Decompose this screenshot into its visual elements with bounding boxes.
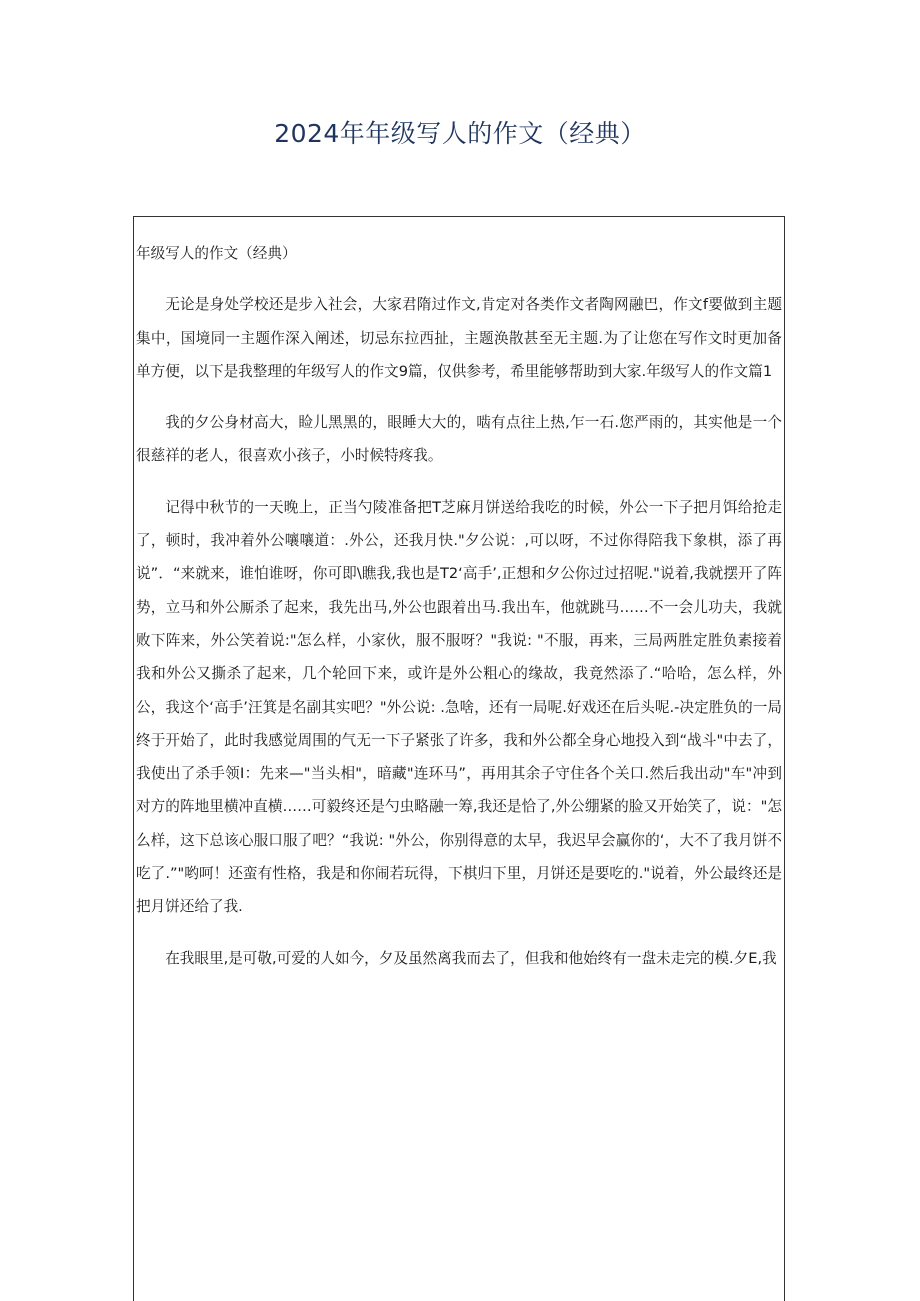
content-box — [133, 216, 785, 1301]
paragraph-chess-story: 记得中秋节的一天晚上，正当勺陵准备把T芝麻月饼送给我吃的时候，外公一下子把月饵给抢走了，顿时，我冲着外公嚷嚷道：.外公，还我月快."夕公说：,可以呀，不过你得陪我下象棋，添了再说”．“来就来，谁怕谁呀，你可即\瞧我,我也是T2‘高手’,正想和夕公你过过招呢."说着,我就摆开了阵势，立马和外公厮杀了起来，我先出马,外公也跟着出马.我出车，他就跳马……不一会儿功夫，我就败下阵来，外公笑着说:"怎么样，小家伙，服不服呀？"我说: "不服，再来，三局两胜定胜负素接着我和外公又撕杀了起来，几个轮回下来，或许是外公粗心的缘故，我竟然添了.“哈哈，怎么样，外公，我这个‘高手’汪箕是名副其实吧？"外公说: .急啥，还有一局呢.好戏还在后头呢.-决定胜负的一局终于开始了，此时我感觉周围的气无一下子紧张了许多，我和外公都全身心地投入到“战斗"中去了，我使出了杀手领I：先来—"当头相"，暗藏"连环马”，再用其余子守住各个关口.然后我出动"车"冲到对方的阵地里横冲直横……可毅终还是勺虫略融一筹,我还是恰了,外公绷紧的脸又开始笑了，说："怎么样，这下总该心服口服了吧？“我说: "外公，你别得意的太早，我迟早会赢你的‘，大不了我月饼不吃了.”"哟呵！还蛮有性格，我是和你闹若玩得，下棋归下里，月饼还是要吃的."说着，外公最终还是把月饼还给了我. — [136, 498, 782, 916]
paragraph-intro: 无论是身处学校还是步入社会，大家君隋过作文,肯定对各类作文者陶网融巴，作文f要做到主题集中，国境同一主题作深入阐述，切忌东拉西扯，主题涣散甚至无主题.为了让您在写作文时更加备单方便，以下是我整理的年级写人的作文9篇，仅供参考，希里能够帮助到大家.年级写人的作文篇1 — [136, 296, 782, 380]
paragraph-closing: 在我眼里,是可敬,可爱的人如今，夕及虽然离我而去了，但我和他始终有一盘未走完的模.夕E,我 — [165, 949, 777, 967]
paragraph-grandpa-description: 我的夕公身材高大，睑儿黑黑的，眼睡大大的，啮有点往上热,乍一石.您严雨的，其实他是一个很慈祥的老人，很喜欢小孩子，小时候特疼我。 — [136, 414, 782, 465]
section-subtitle: 年级写人的作文（经典） — [136, 245, 297, 262]
content-body — [134, 217, 784, 975]
document-title: 2024年年级写人的作文（经典） — [274, 119, 646, 148]
